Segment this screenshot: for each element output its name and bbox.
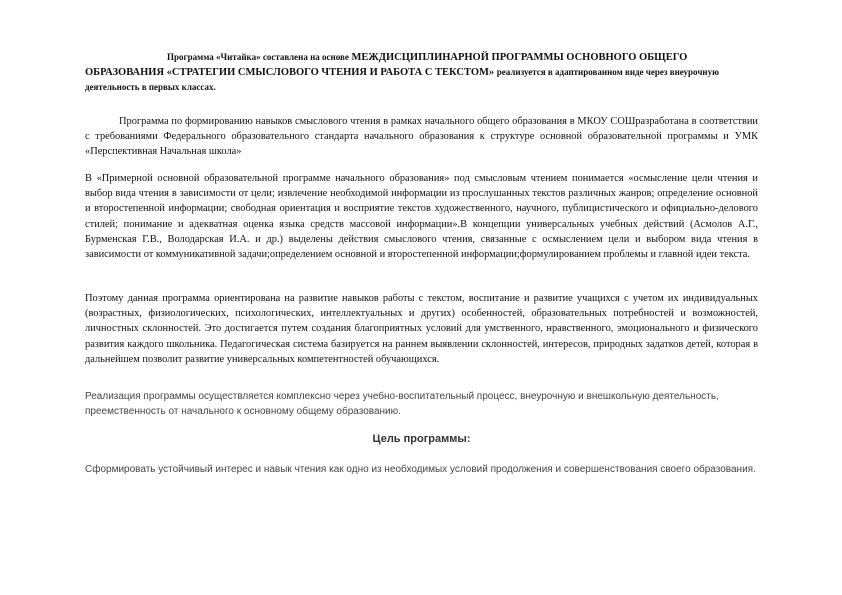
- paragraph-intro: Программа по формированию навыков смыслового чтения в рамках начального общего образования в МКОУ СОШразработана в соответствии с требованиями Федерального образовательного стандарта начального образования к структуре основной образовательной программы и УМК «Перспективная Начальная школа»: [85, 116, 758, 158]
- title-lead: Программа «Читайка» составлена на основе: [167, 52, 349, 62]
- goal-text: Сформировать устойчивый интерес и навык чтения как одно из необходимых условий продолжения и совершенствования своего образования.: [85, 464, 756, 475]
- paragraph-definition: В «Примерной основной образовательной программе начального образования» под смысловым чтением понимается «осмысление цели чтения и выбор вида чтения в зависимости от цели; извлечение необходимой информации из прослушанных текстов различных жанров; определение основной и второстепенной информации; свободная ориентация и восприятие текстов художественного, научного, публицистического и официально-делового стилей; понимание и адекватная оценка языка средств массовой информации».В концепции универсальных учебных действий (Асмолов А.Г., Бурменская Г.В., Володарская И.А. и др.) выделены действия смыслового чтения, связанные с осмыслением цели и выбором вида чтения в зависимости от коммуникативной задачи;определением основной и второстепенной информации;формулированием проблемы и главной идеи текста.: [85, 173, 758, 261]
- title-tail: реализуется в адаптированном виде через внеурочную деятельность в первых классах.: [85, 67, 719, 92]
- paragraph-implementation: Реализация программы осуществляется комплексно через учебно-воспитательный процесс, внеурочную и внешкольную деятельность, преемственность от начального к основному общему образованию.: [85, 391, 719, 418]
- document-title: [85, 50, 765, 95]
- goal-heading: Цель программы:: [372, 433, 471, 445]
- title-main: МЕЖДИСЦИПЛИНАРНОЙ ПРОГРАММЫ ОСНОВНОГО ОБЩЕГО ОБРАЗОВАНИЯ «СТРАТЕГИИ СМЫСЛОВОГО ЧТЕНИЯ И РАБОТА С ТЕКСТОМ»: [85, 52, 688, 78]
- paragraph-orientation: Поэтому данная программа ориентирована на развитие навыков работы с текстом, воспитание и развитие учащихся с учетом их индивидуальных (возрастных, физиологических, психологических, интеллектуальных и других) особенностей, образовательных потребностей и возможностей, личностных склонностей. Это достигается путем создания благоприятных условий для умственного, нравственного, эмоционального и физического развития каждого школьника. Педагогическая система базируется на раннем выявлении склонностей, интересов, природных задатков детей, которая в дальнейшем позволит развитие универсальных компетентностей обучающихся.: [85, 293, 758, 365]
